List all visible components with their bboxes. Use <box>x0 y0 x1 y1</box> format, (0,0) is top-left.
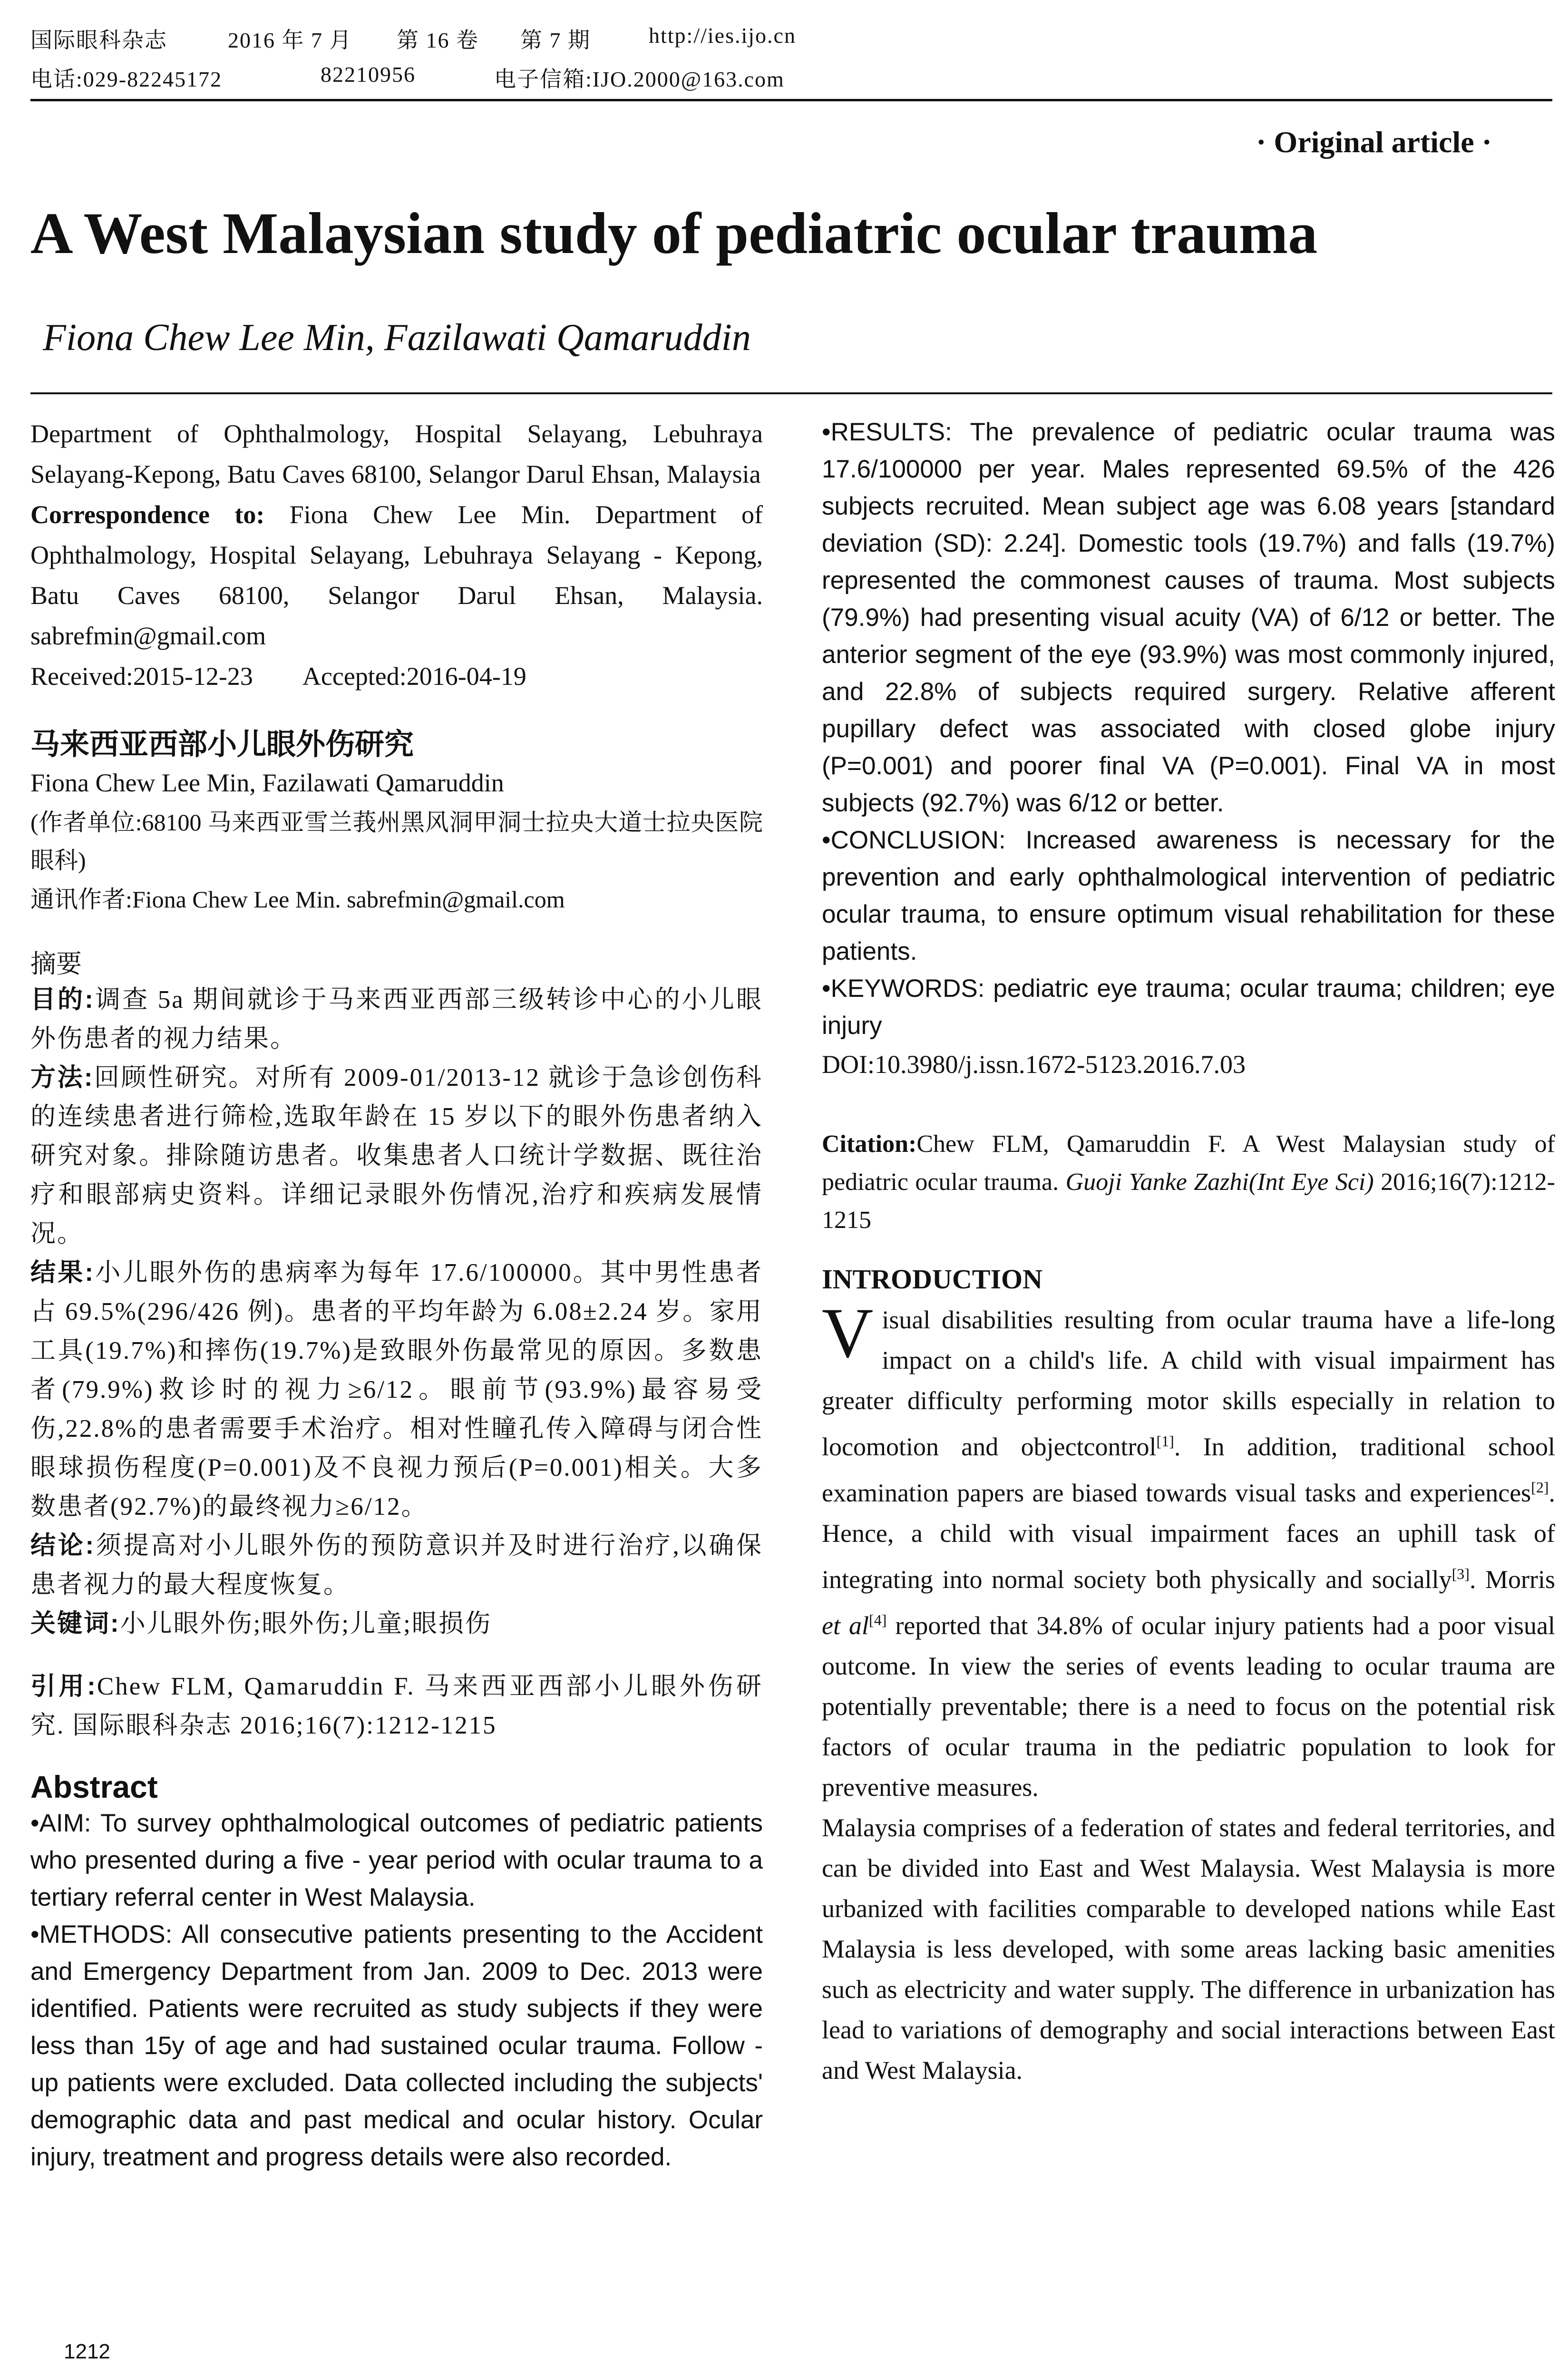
correspondence-label: Correspondence to: <box>30 500 265 529</box>
cn-title: 马来西亚西部小儿眼外伤研究 <box>30 728 414 761</box>
cn-aim-text: 调查 5a 期间就诊于马来西亚西部三级转诊中心的小儿眼外伤患者的视力结果。 <box>30 986 763 1052</box>
cn-citation <box>30 1667 763 1745</box>
abstract-keywords <box>822 970 1555 1044</box>
cn-citation-text: Chew FLM, Qamaruddin F. 马来西亚西部小儿眼外伤研究. 国际眼科杂志 2016;16(7):1212-1215 <box>30 1673 763 1739</box>
intro-text-d: . Morris <box>1469 1565 1555 1594</box>
bullet-icon: • <box>822 418 831 446</box>
received-date: Received:2015-12-23 <box>30 662 253 691</box>
cn-results <box>30 1253 763 1526</box>
ref-2[interactable]: [2] <box>1531 1479 1549 1496</box>
citation-journal: Guoji Yanke Zazhi(Int Eye Sci) <box>1065 1169 1374 1196</box>
header-date: 2016 年 7 月 <box>228 28 352 52</box>
right-column <box>822 414 1555 2091</box>
page-number: 1212 <box>64 2340 110 2363</box>
cn-abstract-heading: 摘要 <box>30 950 82 978</box>
abstract-methods <box>30 1916 763 2176</box>
title-rule <box>30 392 1552 394</box>
cn-results-text: 小儿眼外伤的患病率为每年 17.6/100000。其中男性患者占 69.5%(296/426 例)。患者的平均年龄为 6.08±2.24 岁。家用工具(19.7%)和摔伤(19.7%)是致眼外伤最常见的原因。多数患者(79.9%)救诊时的视力≥6/12。眼前节(93.9%)最容易受伤,22.8%的患者需要手术治疗。相对性瞳孔传入障碍与闭合性眼球损伤程度(P=0.001)及不良视力预后(P=0.001)相关。大多数患者(92.7%)的最终视力≥6/12。 <box>30 1259 763 1520</box>
affiliation: Department of Ophthalmology, Hospital Selayang, Lebuhraya Selayang-Kepong, Batu Caves 68100, Selangor Darul Ehsan, Malaysia <box>30 419 763 488</box>
bullet-icon: • <box>822 826 831 854</box>
correspondence-text: Fiona Chew Lee Min. Department of Ophthalmology, Hospital Selayang, Lebuhraya Selayang - Kepong, Batu Caves 68100, Selangor Darul Ehsan, Malaysia. sabrefmin@gmail.com <box>30 500 763 650</box>
abstract-aim-label: AIM: <box>39 1809 91 1837</box>
abstract-keywords-text: pediatric eye trauma; ocular trauma; children; eye injury <box>822 974 1555 1040</box>
header-url[interactable]: http://ies.ijo.cn <box>649 23 796 48</box>
abstract-conclusion-text: Increased awareness is necessary for the prevention and early ophthalmological intervention of pediatric ocular trauma, to ensure optimum visual rehabilitation for these patients. <box>822 826 1555 965</box>
intro-text-c: . Hence, a child with visual impairment faces an uphill task of integrating into normal society both physically and socially <box>822 1479 1555 1594</box>
cn-conclusion-text: 须提高对小儿眼外伤的预防意识并及时进行治疗,以确保患者视力的最大程度恢复。 <box>30 1532 763 1598</box>
cn-correspondence: 通讯作者:Fiona Chew Lee Min. sabrefmin@gmail.com <box>30 886 565 913</box>
ref-3[interactable]: [3] <box>1451 1565 1470 1582</box>
abstract-keywords-label: KEYWORDS: <box>830 974 985 1003</box>
cn-methods <box>30 1058 763 1253</box>
cn-authors: Fiona Chew Lee Min, Fazilawati Qamaruddin <box>30 769 504 797</box>
header-phone: 电话:029-82245172 <box>30 67 223 91</box>
abstract-heading: Abstract <box>30 1769 158 1804</box>
cn-affiliation: (作者单位:68100 马来西亚雪兰莪州黑风洞甲洞士拉央大道士拉央医院眼科) <box>30 809 763 874</box>
intro-text-a: isual disabilities resulting from ocular trauma have a life-long impact on a child's life. A child with visual impairment has greater difficulty performing motor skills especially in relation to locomotion and objectcontrol <box>822 1305 1555 1461</box>
header-email: 电子信箱:IJO.2000@163.com <box>494 67 785 91</box>
cn-methods-label: 方法: <box>30 1063 94 1091</box>
cn-keywords-text: 小儿眼外伤;眼外伤;儿童;眼损伤 <box>120 1610 492 1637</box>
correspondence <box>30 495 763 656</box>
cn-aim <box>30 980 763 1058</box>
abstract-conclusion-label: CONCLUSION: <box>830 826 1006 854</box>
abstract-conclusion <box>822 822 1555 970</box>
cn-results-label: 结果: <box>30 1258 95 1286</box>
citation-year: 2016;16(7):1212-1215 <box>822 1169 1555 1234</box>
introduction-p2: Malaysia comprises of a federation of states and federal territories, and can be divided into East and West Malaysia. West Malaysia is more urbanized with facilities comparable to developed nations while East Malaysia is less developed, with some areas lacking basic amenities such as electricity and water supply. The difference in urbanization has lead to variations of demography and social interactions between East and West Malaysia. <box>822 1813 1555 2085</box>
accepted-date: Accepted:2016-04-19 <box>302 662 526 691</box>
cn-conclusion-label: 结论: <box>30 1531 96 1559</box>
abstract-results <box>822 414 1555 822</box>
abstract-results-label: RESULTS: <box>830 418 952 446</box>
header-rule <box>30 99 1552 101</box>
intro-text-e: reported that 34.8% of ocular injury patients had a poor visual outcome. In view the series of events leading to ocular trauma are potentially preventable; there is a need to focus on the potential risk factors of ocular trauma in the pediatric population to look for preventive measures. <box>822 1611 1555 1802</box>
ref-4[interactable]: [4] <box>869 1611 887 1628</box>
cn-keywords <box>30 1604 763 1643</box>
bullet-icon: • <box>30 1920 39 1948</box>
abstract-results-text: The prevalence of pediatric ocular trauma was 17.6/100000 per year. Males represented 69.5% of the 426 subjects recruited. Mean subject age was 6.08 years [standard deviation (SD): 2.24]. Domestic tools (19.7%) and falls (19.7%) represented the commonest causes of trauma. Most subjects (79.9%) had presenting visual acuity (VA) of 6/12 or better. The anterior segment of the eye (93.9%) was most commonly injured, and 22.8% of subjects required surgery. Relative afferent pupillary defect was associated with closed globe injury (P=0.001) and poorer final VA (P=0.001). Final VA in most subjects (92.7%) was 6/12 or better. <box>822 418 1555 817</box>
cn-conclusion <box>30 1526 763 1604</box>
cn-citation-label: 引用: <box>30 1672 97 1700</box>
intro-etal: et al <box>822 1611 869 1640</box>
article-title: A West Malaysian study of pediatric ocular trauma <box>30 201 1318 266</box>
dropcap: V <box>822 1294 874 1373</box>
left-column <box>30 414 763 2176</box>
header-volume: 第 16 卷 <box>397 28 479 52</box>
journal-name: 国际眼科杂志 <box>30 28 167 52</box>
cn-methods-text: 回顾性研究。对所有 2009-01/2013-12 就诊于急诊创伤科的连续患者进行筛检,选取年龄在 15 岁以下的眼外伤患者纳入研究对象。排除随访患者。收集患者人口统计学数据、既往治疗和眼部病史资料。详细记录眼外伤情况,治疗和疾病发展情况。 <box>30 1064 763 1247</box>
introduction-heading: INTRODUCTION <box>822 1264 1043 1295</box>
ref-1[interactable]: [1] <box>1156 1432 1174 1450</box>
cn-aim-label: 目的: <box>30 985 95 1013</box>
bullet-icon: • <box>822 974 831 1003</box>
abstract-methods-label: METHODS: <box>39 1920 173 1948</box>
abstract-aim-text: To survey ophthalmological outcomes of pediatric patients who presented during a five - year period with ocular trauma to a tertiary referral center in West Malaysia. <box>30 1809 763 1911</box>
header-issue: 第 7 期 <box>520 28 591 52</box>
bullet-icon: • <box>30 1809 39 1837</box>
introduction-p1 <box>822 1294 1555 1808</box>
dates <box>30 656 763 697</box>
intro-text-b: . In addition, traditional school examination papers are biased towards visual tasks and experiences <box>822 1432 1555 1507</box>
article-type: · Original article · <box>1256 125 1492 159</box>
abstract-aim <box>30 1805 763 1916</box>
doi[interactable]: DOI:10.3980/j.issn.1672-5123.2016.7.03 <box>822 1050 1246 1079</box>
citation-label: Citation: <box>822 1130 917 1158</box>
article-authors: Fiona Chew Lee Min, Fazilawati Qamaruddin <box>43 317 751 359</box>
abstract-methods-text: All consecutive patients presenting to the Accident and Emergency Department from Jan. 2009 to Dec. 2013 were identified. Patients were recruited as study subjects if they were less than 15y of age and had sustained ocular trauma. Follow - up patients were excluded. Data collected including the subjects' demographic data and past medical and ocular history. Ocular injury, treatment and progress details were also recorded. <box>30 1920 763 2171</box>
citation-text: Chew FLM, Qamaruddin F. A West Malaysian study of pediatric ocular trauma. <box>822 1130 1555 1196</box>
header-phone2: 82210956 <box>321 62 416 87</box>
cn-keywords-label: 关键词: <box>30 1609 120 1637</box>
citation <box>822 1125 1555 1239</box>
